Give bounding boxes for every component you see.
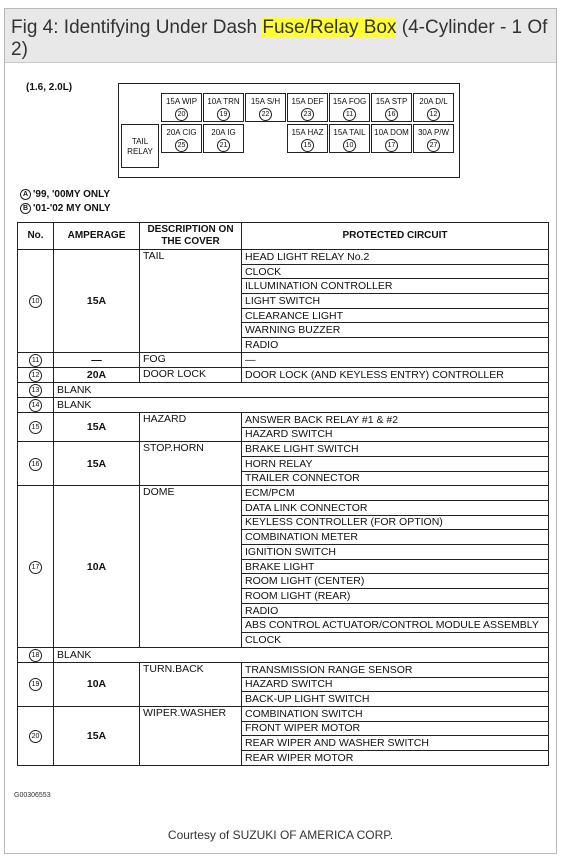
fuse-number: 17: [29, 561, 42, 574]
table-row: [18, 442, 549, 457]
fuse-slot: [161, 93, 202, 122]
protected-circuit-cell: WARNING BUZZER: [242, 323, 549, 338]
fuse-slot: [329, 124, 370, 153]
amperage-cell: 10A: [54, 486, 140, 648]
fuse-slot: [413, 124, 454, 153]
title-prefix: Fig 4: Identifying Under Dash: [11, 17, 263, 38]
fuse-slot-label: 20A D/L: [419, 97, 448, 106]
protected-circuit-cell: —: [242, 352, 549, 367]
model-year-note: [20, 202, 111, 216]
fuse-number: 16: [29, 458, 42, 471]
description-cell: WIPER.WASHER: [140, 706, 242, 765]
note-text: '99, '00MY ONLY: [33, 189, 111, 200]
protected-circuit-cell: HAZARD SWITCH: [242, 677, 549, 692]
figure-title: [5, 9, 556, 63]
protected-circuit-cell: ABS CONTROL ACTUATOR/CONTROL MODULE ASSEMBLY: [242, 618, 549, 633]
amperage-cell: 15A: [54, 412, 140, 441]
note-marker: A: [20, 189, 31, 200]
title-suffix: (4-Cylinder - 1 Of 2): [11, 17, 548, 60]
fuse-number: 11: [29, 354, 42, 367]
amperage-cell: 15A: [54, 442, 140, 486]
fuse-number-cell: [18, 382, 54, 397]
protected-circuit-cell: KEYLESS CONTROLLER (FOR OPTION): [242, 515, 549, 530]
protected-circuit-cell: ILLUMINATION CONTROLLER: [242, 279, 549, 294]
blank-cell: BLANK: [54, 647, 549, 662]
table-row: [18, 367, 549, 382]
header-no: No.: [18, 223, 54, 250]
fuse-slot-label: 15A WIP: [165, 97, 198, 106]
header-description: DESCRIPTION ON THE COVER: [140, 223, 242, 250]
protected-circuit-cell: ANSWER BACK RELAY #1 & #2: [242, 412, 549, 427]
protected-circuit-cell: ROOM LIGHT (CENTER): [242, 574, 549, 589]
fuse-number-cell: [18, 647, 54, 662]
table-row: [18, 662, 549, 677]
fuse-slot: [413, 93, 454, 122]
fuse-slot-number: 12: [427, 108, 440, 121]
protected-circuit-cell: HEAD LIGHT RELAY No.2: [242, 250, 549, 265]
amperage-cell: 20A: [54, 367, 140, 382]
fuse-number: 19: [29, 678, 42, 691]
fuse-slot-number: 27: [427, 139, 440, 152]
fuse-slot-number: 11: [343, 108, 356, 121]
fuse-number: 12: [29, 369, 42, 382]
fuse-slot-number: 16: [385, 108, 398, 121]
protected-circuit-cell: REAR WIPER AND WASHER SWITCH: [242, 736, 549, 751]
fuse-slot-number: 15: [301, 139, 314, 152]
protected-circuit-cell: TRANSMISSION RANGE SENSOR: [242, 662, 549, 677]
model-year-notes: [20, 188, 111, 216]
protected-circuit-cell: BRAKE LIGHT SWITCH: [242, 442, 549, 457]
protected-circuit-cell: RADIO: [242, 338, 549, 353]
amperage-cell: —: [54, 352, 140, 367]
fuse-box-diagram: [118, 83, 460, 178]
fuse-slot: [161, 124, 202, 153]
table-row: [18, 647, 549, 662]
description-cell: TURN.BACK: [140, 662, 242, 706]
fuse-slot-number: 10: [343, 139, 356, 152]
fuse-number: 15: [29, 421, 42, 434]
title-highlight: Fuse/Relay Box: [262, 17, 397, 38]
courtesy-credit: Courtesy of SUZUKI OF AMERICA CORP.: [167, 828, 394, 842]
fuse-slot-number: 17: [385, 139, 398, 152]
fuse-slot-number: 25: [175, 139, 188, 152]
blank-cell: BLANK: [54, 382, 549, 397]
fuse-slot: [245, 93, 286, 122]
blank-cell: BLANK: [54, 397, 549, 412]
fuse-slot-label: 10A TRN: [207, 97, 240, 106]
protected-circuit-cell: RADIO: [242, 603, 549, 618]
fuse-number-cell: [18, 367, 54, 382]
fuse-slot-label: 15A HAZ: [291, 128, 324, 137]
protected-circuit-cell: COMBINATION METER: [242, 530, 549, 545]
fuse-slot-label: 20A IG: [211, 128, 236, 137]
fuse-table: [17, 222, 549, 766]
fuse-number: 10: [29, 295, 42, 308]
table-row: [18, 706, 549, 721]
note-marker: B: [20, 203, 31, 214]
table-row: [18, 352, 549, 367]
fuse-slot-number: 22: [259, 108, 272, 121]
amperage-cell: 15A: [54, 250, 140, 353]
fuse-slot: [287, 93, 328, 122]
fuse-number-cell: [18, 442, 54, 486]
table-row: [18, 397, 549, 412]
fuse-slot: [203, 124, 244, 153]
engine-variant-label: (1.6, 2.0L): [26, 82, 73, 93]
description-cell: DOOR LOCK: [140, 367, 242, 382]
fuse-number: 18: [29, 649, 42, 662]
fuse-number: 13: [29, 384, 42, 397]
tail-relay-block: TAIL RELAY: [121, 124, 159, 168]
description-cell: STOP.HORN: [140, 442, 242, 486]
table-header-row: [18, 223, 549, 250]
fuse-slot: [329, 93, 370, 122]
description-cell: FOG: [140, 352, 242, 367]
protected-circuit-cell: BRAKE LIGHT: [242, 559, 549, 574]
protected-circuit-cell: CLOCK: [242, 633, 549, 648]
fuse-slot-label: 15A DEF: [291, 97, 324, 106]
protected-circuit-cell: ECM/PCM: [242, 486, 549, 501]
fuse-slot: [371, 93, 412, 122]
protected-circuit-cell: DOOR LOCK (AND KEYLESS ENTRY) CONTROLLER: [242, 367, 549, 382]
fuse-number-cell: [18, 412, 54, 441]
fuse-number-cell: [18, 706, 54, 765]
fuse-number: 20: [29, 730, 42, 743]
figure-code: G00306553: [14, 792, 51, 799]
header-protected-circuit: PROTECTED CIRCUIT: [242, 223, 549, 250]
fuse-number-cell: [18, 250, 54, 353]
protected-circuit-cell: CLOCK: [242, 264, 549, 279]
fuse-slot-number: 23: [301, 108, 314, 121]
protected-circuit-cell: ROOM LIGHT (REAR): [242, 589, 549, 604]
protected-circuit-cell: IGNITION SWITCH: [242, 545, 549, 560]
protected-circuit-cell: BACK-UP LIGHT SWITCH: [242, 692, 549, 707]
fuse-slot-label: 15A FOG: [332, 97, 367, 106]
fuse-number-cell: [18, 352, 54, 367]
description-cell: TAIL: [140, 250, 242, 353]
fuse-slot: [203, 93, 244, 122]
fuse-number-cell: [18, 662, 54, 706]
protected-circuit-cell: CLEARANCE LIGHT: [242, 308, 549, 323]
description-cell: HAZARD: [140, 412, 242, 441]
fuse-slot-number: 20: [175, 108, 188, 121]
table-row: [18, 486, 549, 501]
fuse-slot-label: 15A STP: [375, 97, 408, 106]
fuse-slot-number: 21: [217, 139, 230, 152]
fuse-slot: [287, 124, 328, 153]
amperage-cell: 10A: [54, 662, 140, 706]
fuse-number-cell: [18, 486, 54, 648]
protected-circuit-cell: TRAILER CONNECTOR: [242, 471, 549, 486]
fuse-number: 14: [29, 399, 42, 412]
note-text: '01-'02 MY ONLY: [33, 203, 111, 214]
protected-circuit-cell: HORN RELAY: [242, 456, 549, 471]
table-row: [18, 412, 549, 427]
fuse-slot-label: 20A CIG: [166, 128, 197, 137]
table-row: [18, 382, 549, 397]
fuse-slot-label: 30A P/W: [417, 128, 450, 137]
fuse-slot-label: 10A DOM: [374, 128, 409, 137]
fuse-slot: [371, 124, 412, 153]
fuse-number-cell: [18, 397, 54, 412]
header-amperage: AMPERAGE: [54, 223, 140, 250]
protected-circuit-cell: DATA LINK CONNECTOR: [242, 500, 549, 515]
fuse-slot-number: 19: [217, 108, 230, 121]
model-year-note: [20, 188, 111, 202]
protected-circuit-cell: LIGHT SWITCH: [242, 294, 549, 309]
table-row: [18, 250, 549, 265]
amperage-cell: 15A: [54, 706, 140, 765]
fuse-slot-label: 15A TAIL: [333, 128, 366, 137]
protected-circuit-cell: FRONT WIPER MOTOR: [242, 721, 549, 736]
protected-circuit-cell: HAZARD SWITCH: [242, 427, 549, 442]
protected-circuit-cell: COMBINATION SWITCH: [242, 706, 549, 721]
protected-circuit-cell: REAR WIPER MOTOR: [242, 750, 549, 765]
fuse-slot-label: 15A S/H: [250, 97, 281, 106]
description-cell: DOME: [140, 486, 242, 648]
